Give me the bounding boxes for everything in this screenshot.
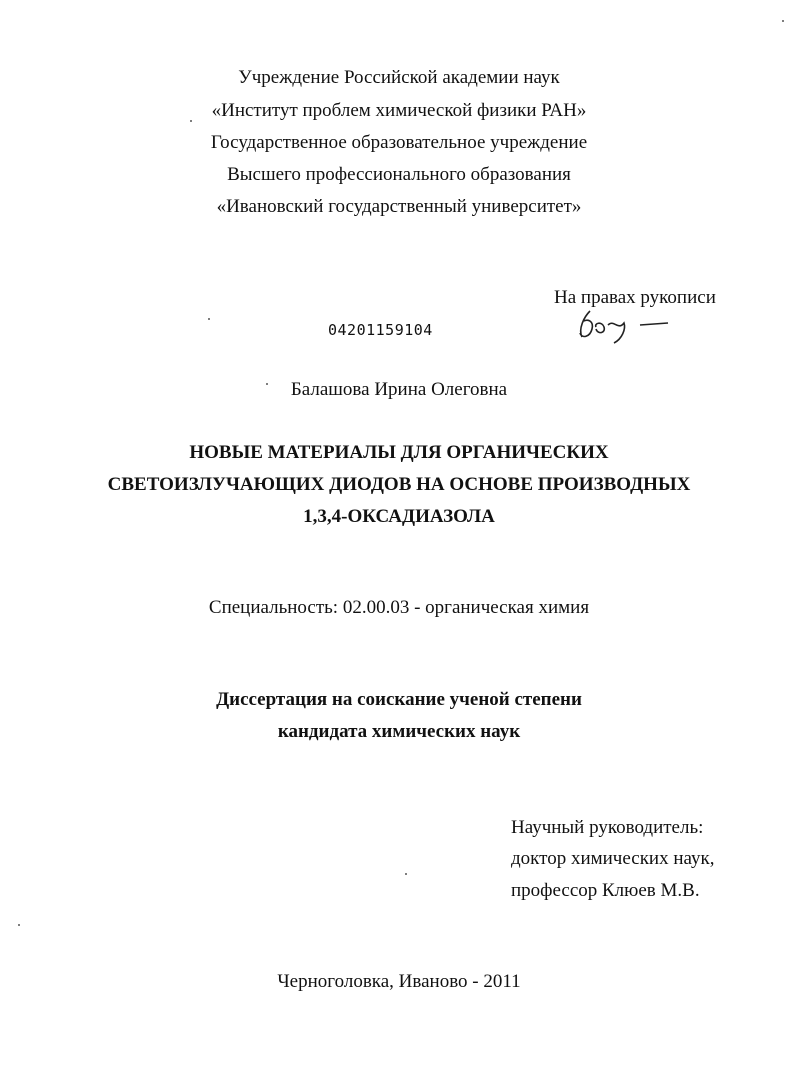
- scan-speck: [190, 120, 192, 122]
- institution-line-1: Учреждение Российской академии наук: [238, 67, 560, 88]
- institution-line-4: Высшего профессионального образования: [227, 164, 571, 185]
- supervisor-name: профессор Клюев М.В.: [511, 880, 700, 901]
- catalog-number: 04201159104: [328, 321, 433, 339]
- scan-speck: [18, 924, 20, 926]
- author-name: Балашова Ирина Олеговна: [290, 379, 508, 400]
- degree-line-2: кандидата химических наук: [277, 721, 521, 742]
- scan-speck: [266, 383, 268, 385]
- institution-line-2: «Институт проблем химической физики РАН»: [211, 100, 587, 121]
- handwritten-signature: [574, 303, 674, 347]
- scan-speck: [208, 318, 210, 320]
- institution-line-3: Государственное образовательное учреждение: [210, 132, 588, 153]
- dissertation-title-line-2: СВЕТОИЗЛУЧАЮЩИХ ДИОДОВ НА ОСНОВЕ ПРОИЗВОДНЫХ: [107, 474, 691, 495]
- dissertation-title-line-3: 1,3,4-ОКСАДИАЗОЛА: [303, 506, 495, 527]
- dissertation-title-line-1: НОВЫЕ МАТЕРИАЛЫ ДЛЯ ОРГАНИЧЕСКИХ: [189, 442, 609, 463]
- scan-speck: [782, 20, 784, 22]
- degree-line-1: Диссертация на соискание ученой степени: [216, 689, 582, 710]
- rights-note: На правах рукописи: [554, 287, 716, 308]
- supervisor-degree: доктор химических наук,: [511, 848, 715, 869]
- institution-line-5: «Ивановский государственный университет»: [216, 196, 582, 217]
- supervisor-label: Научный руководитель:: [511, 817, 704, 838]
- scan-speck: [405, 873, 407, 875]
- place-and-year: Черноголовка, Иваново - 2011: [277, 971, 521, 992]
- specialty: Специальность: 02.00.03 - органическая химия: [208, 597, 590, 618]
